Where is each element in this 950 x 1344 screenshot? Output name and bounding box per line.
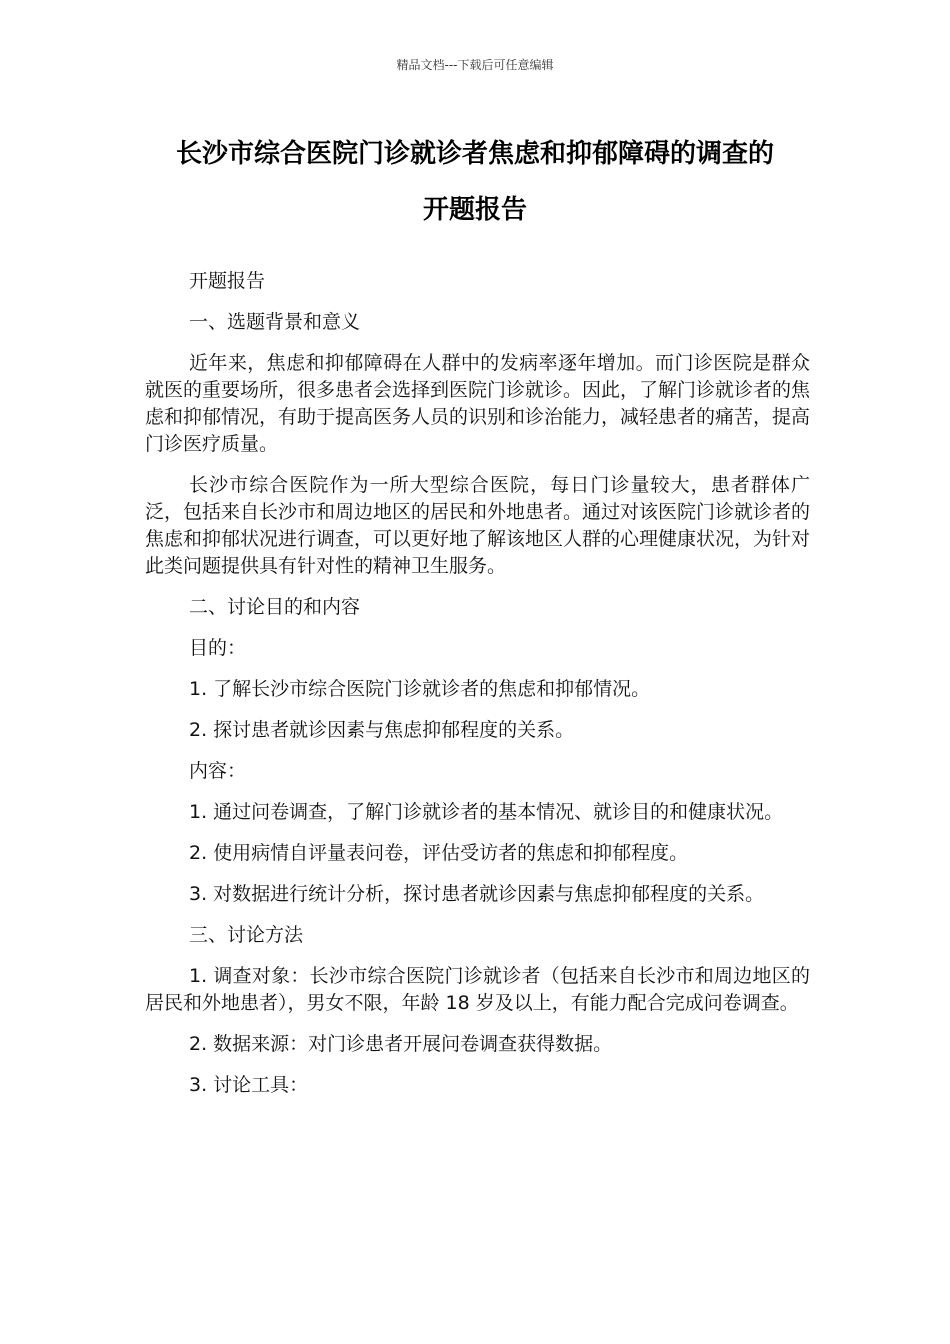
method-item-1: 1. 调查对象：长沙市综合医院门诊就诊者（包括来自长沙市和周边地区的居民和外地患者），男女不限，年龄 18 岁及以上，有能力配合完成问卷调查。 xyxy=(145,965,810,1014)
content-item-2: 2. 使用病情自评量表问卷，评估受访者的焦虑和抑郁程度。 xyxy=(189,842,689,864)
purpose-item-2: 2. 探讨患者就诊因素与焦虑抑郁程度的关系。 xyxy=(189,719,575,741)
paragraph-heading-report: 开题报告 xyxy=(189,270,266,292)
header-note: 精品文档---下载后可任意编辑 xyxy=(396,58,554,72)
content-item-1: 1. 通过问卷调查，了解门诊就诊者的基本情况、就诊目的和健康状况。 xyxy=(189,801,784,823)
method-item-3: 3. 讨论工具： xyxy=(189,1074,309,1096)
document-body xyxy=(145,268,810,1113)
paragraph-background-1: 近年来，焦虑和抑郁障碍在人群中的发病率逐年增加。而门诊医院是群众就医的重要场所，很多患者会选择到医院门诊就诊。因此，了解门诊就诊者的焦虑和抑郁情况，有助于提高医务人员的识别和诊治能力，减轻患者的痛苦，提高门诊医疗质量。 xyxy=(145,352,811,455)
document-title-line-2: 开题报告 xyxy=(422,195,527,225)
section-heading-methods: 三、讨论方法 xyxy=(189,924,304,946)
content-item-3: 3. 对数据进行统计分析，探讨患者就诊因素与焦虑抑郁程度的关系。 xyxy=(189,883,765,905)
section-heading-background: 一、选题背景和意义 xyxy=(189,311,361,333)
subheading-purpose: 目的： xyxy=(189,637,247,659)
method-item-2: 2. 数据来源：对门诊患者开展问卷调查获得数据。 xyxy=(189,1033,613,1055)
purpose-item-1: 1. 了解长沙市综合医院门诊就诊者的焦虑和抑郁情况。 xyxy=(189,678,651,700)
document-title-line-1: 长沙市综合医院门诊就诊者焦虑和抑郁障碍的调查的 xyxy=(175,139,774,169)
paragraph-background-2: 长沙市综合医院作为一所大型综合医院，每日门诊量较大，患者群体广泛，包括来自长沙市和周边地区的居民和外地患者。通过对该医院门诊就诊者的焦虑和抑郁状况进行调查，可以更好地了解该地区人群的心理健康状况，为针对此类问题提供具有针对性的精神卫生服务。 xyxy=(145,474,811,577)
subheading-content: 内容： xyxy=(189,760,247,782)
section-heading-purpose-content: 二、讨论目的和内容 xyxy=(189,596,361,618)
